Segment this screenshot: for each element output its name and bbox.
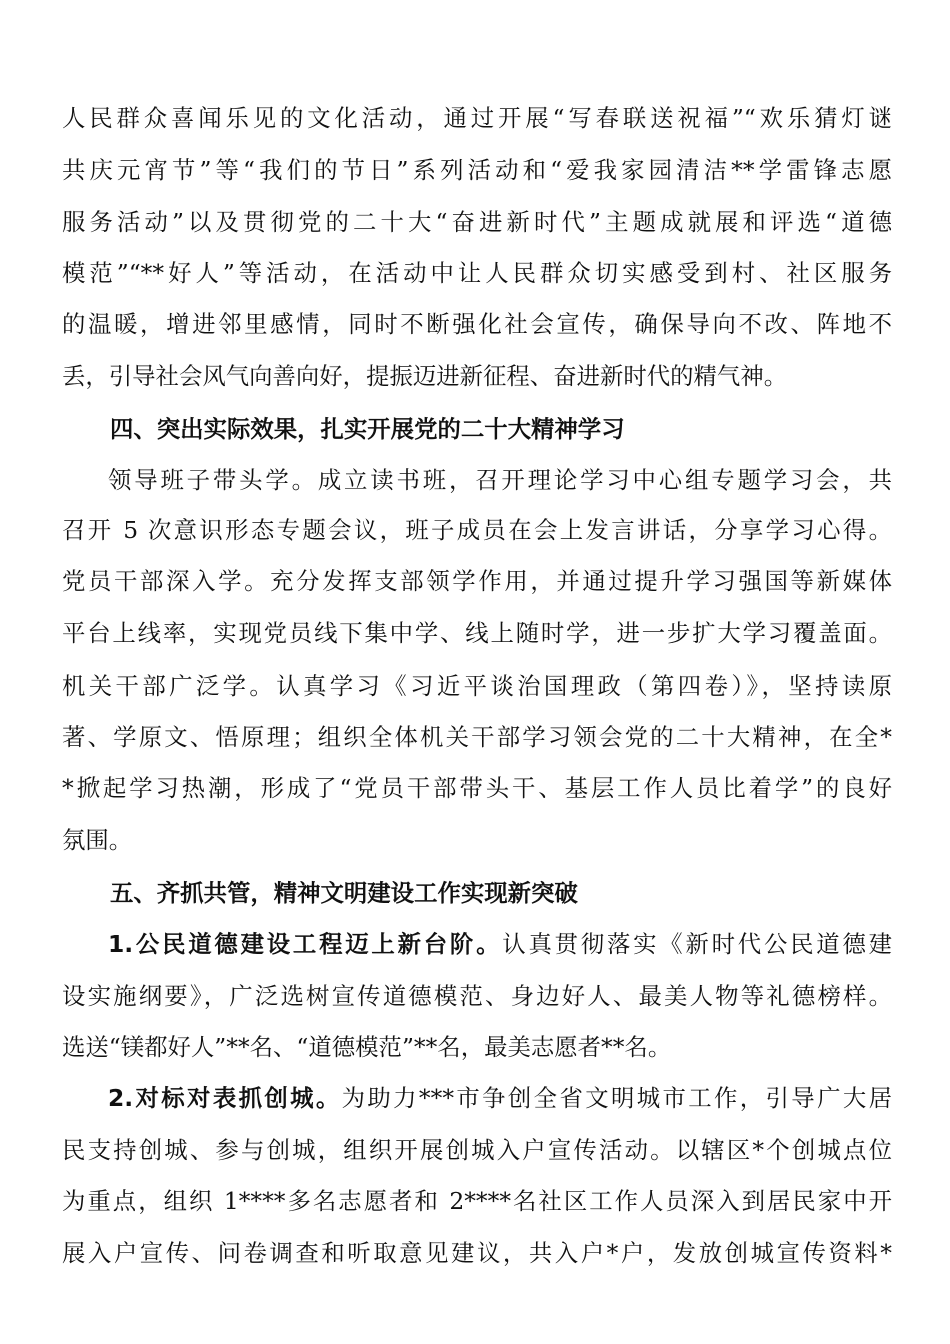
paragraph-line: 服务活动”以及贯彻党的二十大“奋进新时代”主题成就展和评选“道德 — [62, 208, 892, 236]
paragraph-line: 机关干部广泛学。认真学习《习近平谈治国理政（第四卷）》，坚持读原 — [62, 672, 892, 700]
paragraph-text: 为助力***市争创全省文明城市工作，引导广大居 — [341, 1084, 892, 1112]
paragraph-line: 模范”“**好人”等活动，在活动中让人民群众切实感受到村、社区服务 — [62, 259, 892, 287]
paragraph-line: 展入户宣传、问卷调查和听取意见建议，共入户*户，发放创城宣传资料* — [62, 1239, 892, 1267]
paragraph-line: 著、学原文、悟原理；组织全体机关干部学习领会党的二十大精神，在全* — [62, 723, 892, 751]
paragraph-text: 认真贯彻落实《新时代公民道德建 — [502, 930, 893, 958]
paragraph-line: 为重点，组织 1****多名志愿者和 2****名社区工作人员深入到居民家中开 — [62, 1187, 892, 1215]
subsection-lead-1: 1.公民道德建设工程迈上新台阶。 — [108, 930, 503, 958]
paragraph-line: 氛围。 — [62, 826, 133, 854]
paragraph-line: 民支持创城、参与创城，组织开展创城入户宣传活动。以辖区*个创城点位 — [62, 1136, 892, 1164]
paragraph-line: 共庆元宵节”等“我们的节日”系列活动和“爱我家园清洁**学雷锋志愿 — [62, 156, 892, 184]
subsection-lead-2: 2.对标对表抓创城。 — [108, 1084, 342, 1112]
paragraph-line: 党员干部深入学。充分发挥支部领学作用，并通过提升学习强国等新媒体 — [62, 567, 892, 595]
paragraph-line — [108, 1078, 892, 1118]
section-heading-4: 四、突出实际效果，扎实开展党的二十大精神学习 — [110, 415, 625, 443]
paragraph-line: 人民群众喜闻乐见的文化活动，通过开展“写春联送祝福”“欢乐猜灯谜 — [62, 104, 892, 132]
paragraph-line — [108, 924, 892, 964]
paragraph-line: 平台上线率，实现党员线下集中学、线上随时学，进一步扩大学习覆盖面。 — [62, 619, 892, 647]
paragraph-line: 领导班子带头学。成立读书班，召开理论学习中心组专题学习会，共 — [108, 466, 892, 494]
paragraph-line: *掀起学习热潮，形成了“党员干部带头干、基层工作人员比着学”的良好 — [62, 774, 892, 802]
paragraph-line: 设实施纲要》，广泛选树宣传道德模范、身边好人、最美人物等礼德榜样。 — [62, 982, 892, 1010]
paragraph-line: 丢，引导社会风气向善向好，提振迈进新征程、奋进新时代的精气神。 — [62, 362, 788, 390]
section-heading-5: 五、齐抓共管，精神文明建设工作实现新突破 — [110, 879, 578, 907]
paragraph-line: 选送“镁都好人”**名、“道德模范”**名，最美志愿者**名。 — [62, 1033, 672, 1061]
paragraph-line: 的温暖，增进邻里感情，同时不断强化社会宣传，确保导向不改、阵地不 — [62, 310, 892, 338]
paragraph-line: 召开 5 次意识形态专题会议，班子成员在会上发言讲话，分享学习心得。 — [62, 516, 892, 544]
